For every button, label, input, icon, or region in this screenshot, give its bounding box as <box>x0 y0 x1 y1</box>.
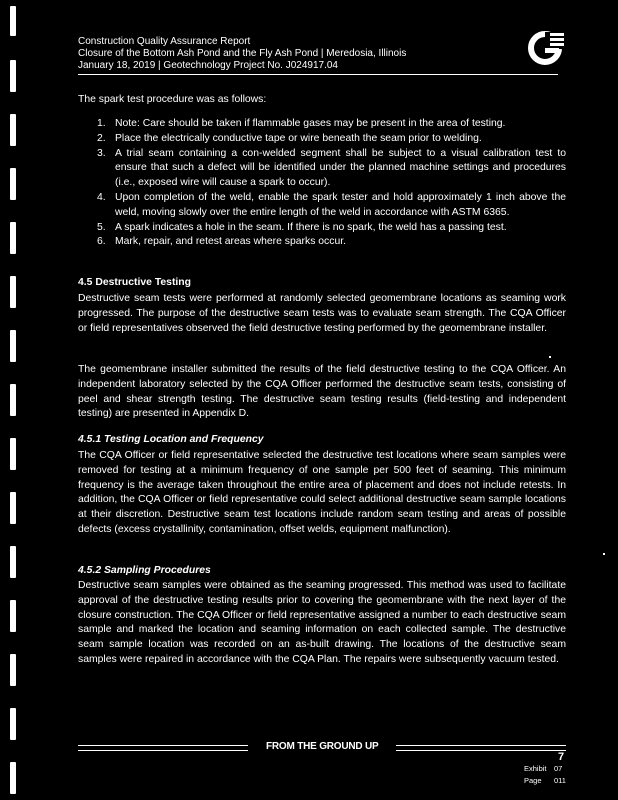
binding-hole <box>10 222 16 254</box>
intro-text: The spark test procedure was as follows: <box>78 94 267 105</box>
header-date-project-no: January 18, 2019 | Geotechnology Project No. J024917.04 <box>78 60 338 71</box>
list-item <box>78 235 566 250</box>
binding-hole <box>10 60 16 92</box>
step-text: A spark indicates a hole in the seam. If there is no spark, the weld has a passing test. <box>115 221 507 233</box>
report-header <box>78 36 406 72</box>
paragraph: Destructive seam samples were obtained as the seaming progressed. This method was used to facilitate approval of the destructive testing results prior to covering the geomembrane with the next layer of the closure construction. The CQA Officer or field representative assigned a number to each destructive seam sample and marked the location and seaming information on each collected sample. The destructive seam sample location was recorded on an as-built drawing. The locations of the destructive seam samples were repaired in accordance with the CQA Plan. The repairs were subsequently vacuum tested. <box>78 580 566 665</box>
list-item <box>78 191 566 221</box>
page-number: 7 <box>558 751 565 763</box>
section-heading-sampling-procedures: 4.5.2 Sampling Procedures <box>78 565 211 576</box>
header-divider <box>78 74 558 75</box>
footer-rule-right <box>396 745 566 751</box>
binding-hole <box>10 600 16 632</box>
exhibit-value: 07 <box>554 764 563 773</box>
step-number: 3. <box>97 147 106 159</box>
section-heading-testing-location: 4.5.1 Testing Location and Frequency <box>78 434 264 445</box>
step-number: 4. <box>97 191 106 203</box>
step-text: Note: Care should be taken if flammable gases may be present in the area of testing. <box>115 118 506 129</box>
binding-hole <box>10 654 16 686</box>
step-number: 5. <box>97 221 106 233</box>
binding-hole <box>10 6 16 36</box>
binding-hole <box>10 168 16 200</box>
binding-hole <box>10 276 16 308</box>
exhibit-label: Exhibit <box>524 764 547 773</box>
list-item <box>78 147 566 191</box>
binding-hole <box>10 438 16 470</box>
binding-hole <box>10 708 16 740</box>
paragraph: The CQA Officer or field representative selected the destructive test locations where seam samples were removed for testing at a minimum frequency of one sample per 500 feet of seaming. This minimum frequency is the average taken throughout the entire area of placement and does not include retests. In addition, the CQA Officer or field representative could select additional destructive seam sample locations at their discretion. Destructive seam test locations include random seam testing and areas of possible defects (excess crystallinity, contamination, offset welds, equipment malfunction). <box>78 450 566 535</box>
binding-hole <box>10 330 16 362</box>
binding-hole <box>10 384 16 416</box>
header-report-title: Construction Quality Assurance Report <box>78 36 251 47</box>
step-text: Mark, repair, and retest areas where sparks occur. <box>115 236 347 248</box>
scan-speck <box>603 553 605 555</box>
footer-tagline: FROM THE GROUND UP <box>266 741 379 752</box>
scan-speck <box>549 356 551 358</box>
step-number: 2. <box>97 132 106 144</box>
paragraph: The geomembrane installer submitted the results of the field destructive testing to the CQA Officer. An independent laboratory selected by the CQA Officer performed the destructive seam tests, consisting of peel and shear strength testing. The destructive seam testing results (field-testing and independent testing) are presented in Appendix D. <box>78 364 566 420</box>
step-number: 1. <box>97 118 106 129</box>
header-project-name: Closure of the Bottom Ash Pond and the Fly Ash Pond | Meredosia, Illinois <box>78 48 407 59</box>
footer-rule-left <box>78 745 248 751</box>
stamp-page-label: Page <box>524 776 542 785</box>
paragraph: Destructive seam tests were performed at randomly selected geomembrane locations as seaming work progressed. The purpose of the destructive seam tests was to evaluate seam strength. The CQA Officer or field representatives observed the field destructive testing performed by the geomembrane installer. <box>78 293 566 334</box>
step-text: A trial seam containing a con-welded segment shall be subject to a visual calibration test to ensure that such a defect will be identified under the planned machine settings and procedures (i.e., exposed wire will cause a spark to occur). <box>115 147 566 189</box>
step-text: Upon completion of the weld, enable the spark tester and hold approximately 1 inch above the weld, moving slowly over the entire length of the weld in accordance with ASTM 6365. <box>115 191 566 218</box>
step-number: 6. <box>97 236 106 248</box>
list-item <box>78 117 566 132</box>
binding-hole <box>10 114 16 146</box>
binding-hole <box>10 762 16 794</box>
exhibit-stamp <box>524 763 566 787</box>
stamp-page-value: 011 <box>554 776 566 785</box>
spark-test-steps <box>78 117 566 250</box>
step-text: Place the electrically conductive tape or wire beneath the seam prior to welding. <box>115 132 482 144</box>
list-item <box>78 221 566 236</box>
section-heading-destructive-testing: 4.5 Destructive Testing <box>78 277 191 288</box>
binding-hole <box>10 546 16 578</box>
binding-hole <box>10 492 16 524</box>
geotechnology-logo-icon <box>527 27 567 67</box>
list-item <box>78 132 566 147</box>
